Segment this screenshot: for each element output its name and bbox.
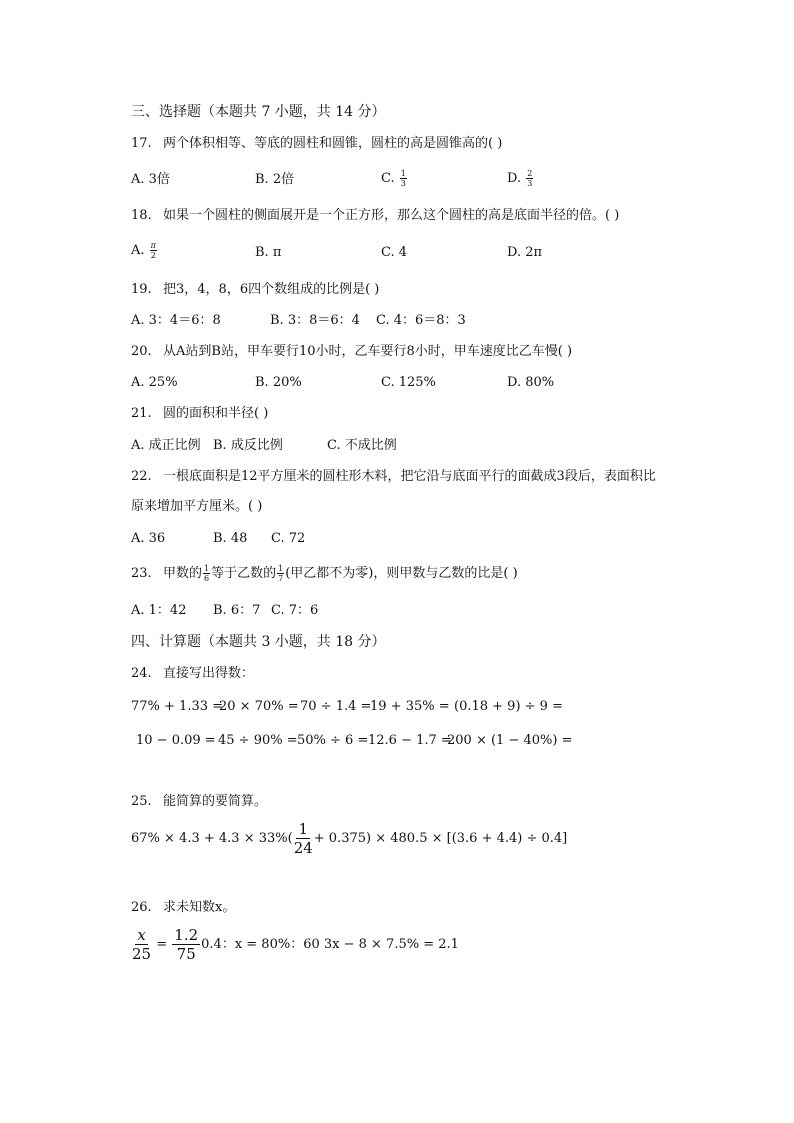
option-b: B. 成反比例 — [213, 438, 283, 453]
calc-item: 45 ÷ 90% = — [218, 733, 298, 748]
question-number: 23. — [131, 566, 152, 581]
option-label: A. — [131, 243, 145, 258]
calc-item: (0.18 + 9) ÷ 9 = — [454, 699, 563, 714]
option-a — [131, 241, 158, 260]
question-stem: 求未知数x。 — [163, 900, 236, 915]
option-c: C. 7：6 — [271, 603, 319, 618]
fraction — [400, 169, 407, 188]
option-b: B. π — [255, 245, 282, 260]
question-number: 25. — [131, 794, 152, 809]
option-a: A. 成正比例 — [131, 438, 201, 453]
question-stem: 能简算的要简算。 — [163, 794, 268, 809]
question-stem: 把3，4，8，6四个数组成的比例是( ) — [163, 282, 380, 297]
calc-item: 10 − 0.09 = — [136, 733, 216, 748]
denominator: 3 — [400, 179, 406, 188]
question-number: 18. — [131, 208, 152, 223]
expression-part: + 0.375) × 480.5 × [(3.6 + 4.4) ÷ 0.4] — [313, 831, 568, 846]
option-c: C. 不成比例 — [327, 438, 397, 453]
option-c: C. 72 — [271, 531, 306, 546]
question-19 — [131, 281, 379, 299]
question-stem-part: 等于乙数的 — [211, 566, 277, 581]
equation-part: 0.4：x = 80%：60 3x − 8 × 7.5% = 2.1 — [201, 937, 459, 952]
numerator: 1 — [298, 820, 308, 838]
calc-item: 50% ÷ 6 = — [297, 733, 369, 748]
option-label: C. — [381, 171, 395, 186]
equals-sign: = — [156, 937, 168, 952]
question-stem: 直接写出得数： — [163, 666, 255, 681]
question-stem: 如果一个圆柱的侧面展开是一个正方形，那么这个圆柱的高是底面半径的倍。( ) — [163, 208, 620, 223]
calc-item: 200 × (1 − 40%) = — [447, 733, 573, 748]
option-d — [507, 169, 534, 188]
option-a: A. 25% — [131, 375, 178, 390]
fraction — [294, 820, 313, 857]
option-c — [381, 169, 408, 188]
option-b: B. 48 — [213, 531, 248, 546]
question-number: 22. — [131, 469, 152, 484]
question-stem-line-1: 一根底面积是12平方厘米的圆柱形木料，把它沿与底面平行的面截成3段后，表面积比 — [163, 469, 656, 484]
option-label: D. — [507, 171, 522, 186]
denominator: 7 — [278, 574, 284, 583]
fraction — [203, 564, 210, 583]
question-stem: 两个体积相等、等底的圆柱和圆锥，圆柱的高是圆锥高的( ) — [163, 136, 503, 151]
question-26 — [131, 899, 235, 917]
question-20 — [131, 343, 572, 361]
question-23 — [131, 564, 518, 583]
numerator: 1.2 — [174, 926, 199, 944]
calc-item: 20 × 70% = — [219, 699, 299, 714]
option-a: A. 3：4＝6：8 — [131, 313, 221, 328]
option-a: A. 1：42 — [131, 603, 187, 618]
denominator: 24 — [293, 839, 313, 857]
question-24 — [131, 665, 254, 683]
calc-item: 19 + 35% = — [370, 699, 450, 714]
denominator: 25 — [132, 945, 152, 963]
section-header-calc: 四、计算题（本题共 3 小题，共 18 分） — [131, 634, 386, 650]
calc-item: 77% + 1.33 = — [131, 699, 224, 714]
option-a: A. 36 — [131, 531, 166, 546]
option-b: B. 6：7 — [213, 603, 261, 618]
question-stem-part: 甲数的 — [163, 566, 203, 581]
option-b: B. 3：8＝6：4 — [270, 313, 360, 328]
denominator: 6 — [204, 574, 210, 583]
question-25 — [131, 793, 267, 811]
question-number: 17. — [131, 136, 152, 151]
question-number: 21. — [131, 406, 152, 421]
expression — [131, 819, 567, 859]
equation-row — [131, 925, 459, 965]
fraction — [526, 169, 533, 188]
option-c: C. 4 — [381, 245, 408, 260]
option-c: C. 125% — [381, 375, 436, 390]
option-a: A. 3倍 — [131, 172, 170, 187]
question-stem: 圆的面积和半径( ) — [163, 406, 269, 421]
question-number: 26. — [131, 900, 152, 915]
option-b: B. 2倍 — [255, 172, 295, 187]
numerator: 2 — [527, 169, 533, 178]
numerator: π — [150, 241, 156, 250]
option-d: D. 80% — [507, 375, 555, 390]
fraction — [277, 564, 284, 583]
question-number: 19. — [131, 282, 152, 297]
question-22 — [131, 468, 656, 486]
question-17 — [131, 135, 502, 153]
question-number: 24. — [131, 666, 152, 681]
option-b: B. 20% — [255, 375, 302, 390]
question-21 — [131, 405, 268, 423]
denominator: 3 — [527, 179, 533, 188]
fraction — [150, 241, 157, 260]
question-stem-part: (甲乙都不为零)，则甲数与乙数的比是( ) — [285, 566, 518, 581]
question-stem-line-2: 原来增加平方厘米。( ) — [131, 499, 263, 514]
numerator: 1 — [278, 564, 284, 573]
numerator: 1 — [204, 564, 210, 573]
denominator: 2 — [150, 251, 156, 260]
question-stem: 从A站到B站，甲车要行10小时，乙车要行8小时，甲车速度比乙车慢( ) — [163, 344, 573, 359]
question-18 — [131, 207, 619, 225]
section-header-choice: 三、选择题（本题共 7 小题，共 14 分） — [131, 104, 386, 120]
calc-item: 70 ÷ 1.4 = — [300, 699, 372, 714]
numerator: x — [137, 926, 146, 944]
option-d: D. 2π — [507, 245, 543, 260]
numerator: 1 — [400, 169, 406, 178]
expression-part: 67% × 4.3 + 4.3 × 33%( — [131, 831, 293, 846]
option-c: C. 4：6＝8：3 — [376, 313, 466, 328]
fraction — [172, 926, 200, 963]
question-number: 20. — [131, 344, 152, 359]
calc-item: 12.6 − 1.7 = — [368, 733, 452, 748]
fraction — [132, 926, 151, 963]
denominator: 75 — [176, 945, 196, 963]
